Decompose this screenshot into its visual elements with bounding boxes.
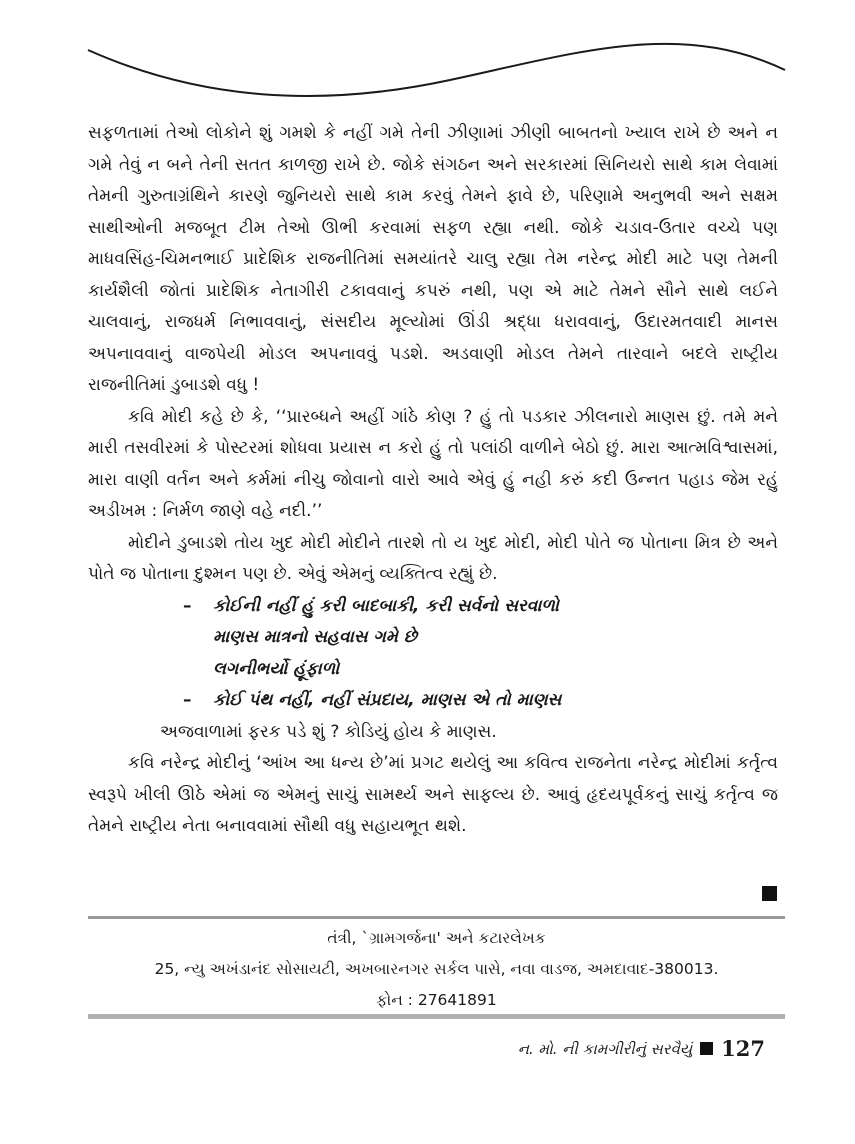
- poem-line-text: માણસ માત્રનો સહવાસ ગમે છે: [213, 627, 417, 647]
- page-number: 127: [721, 1036, 765, 1061]
- poem-line: [88, 685, 778, 717]
- poem-line-text: કોઈની નહીં હું કરી બાદબાકી, કરી સર્વનો સરવાળો: [213, 595, 559, 616]
- poem-line: [88, 591, 778, 623]
- divider: [88, 1014, 785, 1019]
- article-body: [88, 118, 778, 843]
- author-info: [88, 923, 785, 1016]
- paragraph-2: કવિ મોદી કહે છે કે, ‘‘પ્રારબ્ધને અહીં ગાંઠે કોણ ? હું તો પડકાર ઝીલનારો માણસ છું. તમે મને મારી તસવીરમાં કે પોસ્ટરમાં શોધવા પ્રયાસ ન કરો હું તો પલાંઠી વાળીને બેઠો છું. મારા આત્મવિશ્વાસમાં, મારા વાણી વર્તન અને કર્મમાં નીચુ જોવાનો વારો આવે એવું હું નહી કરું કદી ઉન્નત પહાડ જેમ રહું અડીખમ : નિર્મળ જાણે વહે નદી.’’: [88, 406, 778, 521]
- end-square-icon: [762, 886, 777, 901]
- poem-line: [88, 654, 778, 686]
- poem-line: [88, 622, 778, 654]
- page-footer: [518, 1036, 765, 1061]
- closing-paragraph: કવિ નરેન્દ્ર મોદીનું ‘આંખ આ ધન્ય છે’માં પ્રગટ થયેલું આ કવિત્વ રાજનેતા નરેન્દ્ર મોદીમાં કર્તૃત્વ સ્વરૂપે ખીલી ઊઠે એમાં જ એમનું સાચું સામર્થ્ય અને સાફલ્ય છે. આવું હૃદયપૂર્વકનું સાચું કર્તૃત્વ જ તેમને રાષ્ટ્રીય નેતા બનાવવામાં સૌથી વધુ સહાયભૂત થશે.: [88, 753, 778, 836]
- poem-dash: –: [183, 690, 192, 710]
- author-address: 25, ન્યુ અખંડાનંદ સોસાયટી, અખબારનગર સર્કલ પાસે, નવા વાડજ, અમદાવાદ-380013.: [154, 960, 719, 978]
- poem-line-text: લગનીભર્યો હૂંફાળો: [213, 658, 340, 679]
- poem-line-text: કોઈ પંથ નહીં, નહીં સંપ્રદાય, માણસ એ તો માણસ: [213, 690, 562, 710]
- poem-dash: –: [183, 595, 192, 616]
- poem-plain-line: અજવાળામાં ફરક પડે શું ? કોડિયું હોય કે માણસ.: [160, 721, 497, 742]
- poem: [88, 591, 778, 717]
- book-title: ન. મો. ની કામગીરીનું સરવૈયું: [517, 1039, 693, 1058]
- paragraph-1: સફળતામાં તેઓ લોકોને શું ગમશે કે નહીં ગમે તેની ઝીણામાં ઝીણી બાબતનો ખ્યાલ રાખે છે અને ન ગમે તેવું ન બને તેની સતત કાળજી રાખે છે. જોકે સંગઠન અને સરકારમાં સિનિયરો સાથે કામ લેવામાં તેમની ગુરુતાગ્રંથિને કારણે જુનિયરો સાથે કામ કરવું તેમને ફાવે છે, પરિણામે અનુભવી અને સક્ષમ સાથીઓની મજબૂત ટીમ તેઓ ઊભી કરવામાં સફળ રહ્યા નથી. જોકે ચડાવ-ઉતાર વચ્ચે પણ માધવસિંહ-ચિમનભાઈ પ્રાદેશિક રાજનીતિમાં સમયાંતરે ચાલુ રહ્યા તેમ નરેન્દ્ર મોદી માટે પણ તેમની કાર્યશૈલી જોતાં પ્રાદેશિક નેતાગીરી ટકાવવાનું કપરું નથી, પણ એ માટે તેમને સૌને સાથે લઈને ચાલવાનું, રાજધર્મ નિભાવવાનું, સંસદીય મૂલ્યોમાં ઊંડી શ્રદ્ધા ધરાવવાનું, ઉદારમતવાદી માનસ અપનાવવાનું વાજપેયી મોડલ અપનાવવું પડશે. અડવાણી મોડલ તેમને તારવાને બદલે રાષ્ટ્રીય રાજનીતિમાં ડુબાડશે વધુ !: [88, 123, 778, 395]
- author-title: તંત્રી, `ગ્રામગર્જના' અને કટારલેખક: [327, 929, 546, 947]
- square-icon: [700, 1042, 713, 1055]
- divider: [88, 916, 785, 919]
- paragraph-3: મોદીને ડુબાડશે તોય ખુદ મોદી મોદીને તારશે તો ય ખુદ મોદી, મોદી પોતે જ પોતાના મિત્ર છે અને પોતે જ પોતાના દુશ્મન પણ છે. એવું એમનું વ્યક્તિત્વ રહ્યું છે.: [88, 532, 778, 584]
- author-phone: ફોન : 27641891: [376, 991, 497, 1009]
- decorative-wave: [0, 0, 855, 120]
